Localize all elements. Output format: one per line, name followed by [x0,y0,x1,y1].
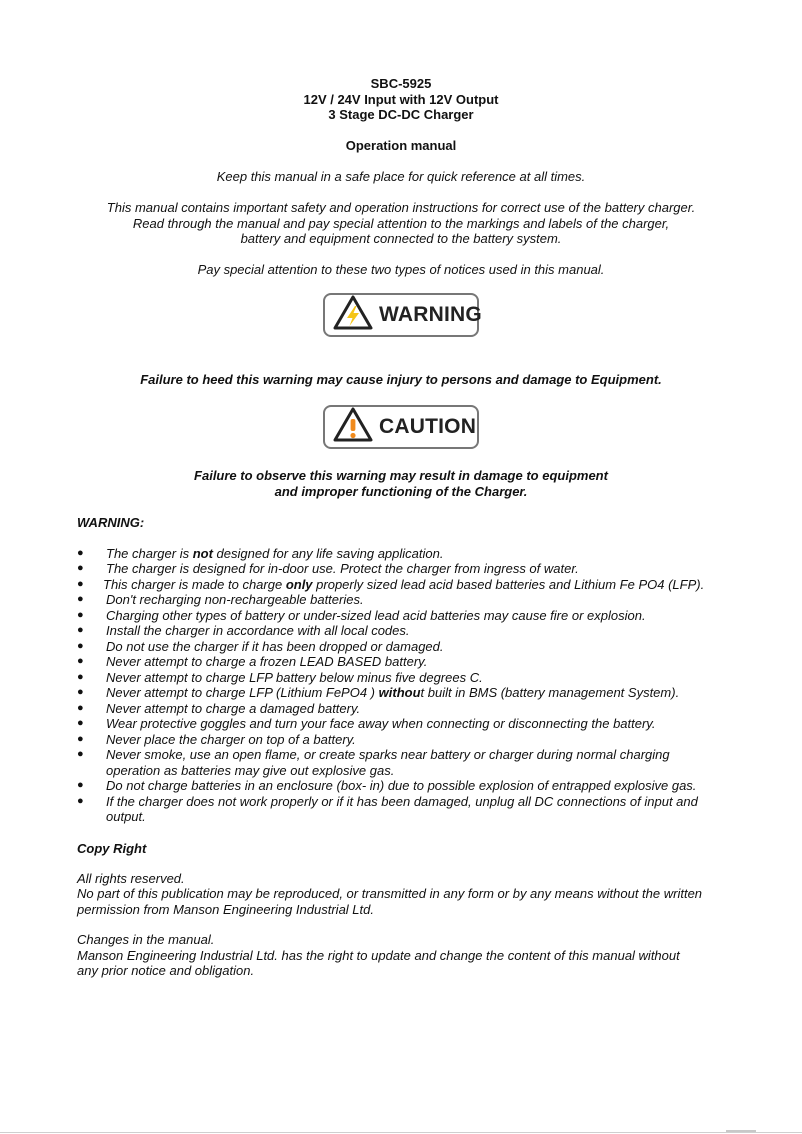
changes-text-2: any prior notice and obligation. [77,963,255,978]
warning-badge [323,293,482,337]
warning-notice-text: Failure to heed this warning may cause injury to persons and damage to Equipment. [140,372,662,387]
list-item: ● Never attempt to charge LFP battery below minus five degrees C. [77,669,483,685]
caution-badge-wrap [0,405,802,449]
notice-types-line: Pay special attention to these two types of notices used in this manual. [197,262,605,277]
charger-type: 3 Stage DC-DC Charger [328,107,474,122]
caution-badge-label: CAUTION [379,415,477,439]
list-item: ● Never attempt to charge a frozen LEAD BASED battery. [77,654,428,669]
exclamation-warning-icon [333,407,373,447]
list-item: ● Never place the charger on top of a battery. [77,731,356,747]
warnings-list [77,546,737,825]
list-item: ● Charging other types of battery or under-sized lead acid batteries may cause fire or explosion. [77,607,646,623]
model-number: SBC-5925 [370,76,432,91]
list-item: ● Never attempt to charge a damaged battery. [77,700,361,716]
intro-line-2: Read through the manual and pay special attention to the markings and labels of the charger, [132,215,670,231]
list-item: ● The charger is not designed for any life saving application. [77,545,444,561]
list-item: ● Don't recharging non-rechargeable batteries. [77,592,364,607]
intro-paragraph [0,200,802,247]
document-header [0,76,802,123]
manual-title: Operation manual [345,138,457,153]
intro-line-1: This manual contains important safety and operation instructions for correct use of the battery charger. [106,200,696,215]
list-item: ● This charger is made to charge only properly sized lead acid based batteries and Lithium Fe PO4 (LFP). [77,576,705,592]
lightning-warning-icon [333,295,373,335]
keep-manual-note: Keep this manual in a safe place for quick reference at all times. [216,169,586,184]
intro-line-3: battery and equipment connected to the battery system. [240,231,562,246]
caution-badge [323,405,479,449]
changes-text-1: Manson Engineering Industrial Ltd. has the right to update and change the content of this manual without [77,947,680,963]
changes-heading: Changes in the manual. [77,932,215,947]
list-item: ● Do not use the charger if it has been dropped or damaged. [77,638,444,654]
copyright-text-1: No part of this publication may be reproduced, or transmitted in any form or by any means without the written [77,886,703,901]
list-item: ● Never smoke, use an open flame, or create sparks near battery or charger during normal charging operation as batteries may give out explosive gas. [77,747,670,778]
copyright-heading: Copy Right [77,841,147,856]
rights-reserved: All rights reserved. [77,870,185,886]
warnings-heading: WARNING: [77,515,145,530]
warning-badge-label: WARNING [379,303,482,327]
copyright-text-2: permission from Manson Engineering Industrial Ltd. [77,901,374,917]
copyright-section [77,841,757,979]
list-item: ● Install the charger in accordance with all local codes. [77,623,410,638]
list-item: ● The charger is designed for in-door use. Protect the charger from ingress of water. [77,561,579,576]
warnings-section [77,515,737,825]
warning-badge-wrap [0,293,802,337]
input-output-spec: 12V / 24V Input with 12V Output [303,91,499,107]
list-item: ● If the charger does not work properly or if it has been damaged, unplug all DC connections of input and output. [77,793,698,824]
caution-notice-line-1: Failure to observe this warning may result in damage to equipment [194,468,608,483]
list-item: ● Never attempt to charge LFP (Lithium FePO4 ) without built in BMS (battery management System). [77,685,680,700]
list-item: ● Do not charge batteries in an enclosure (box- in) due to possible explosion of entrapped explosive gas. [77,778,697,793]
list-item: ● Wear protective goggles and turn your face away when connecting or disconnecting the battery. [77,716,656,731]
caution-notice-line-2: and improper functioning of the Charger. [274,483,528,499]
page-bottom-mark [726,1130,756,1132]
page-bottom-divider [0,1132,802,1133]
caution-notice-text [0,468,802,499]
